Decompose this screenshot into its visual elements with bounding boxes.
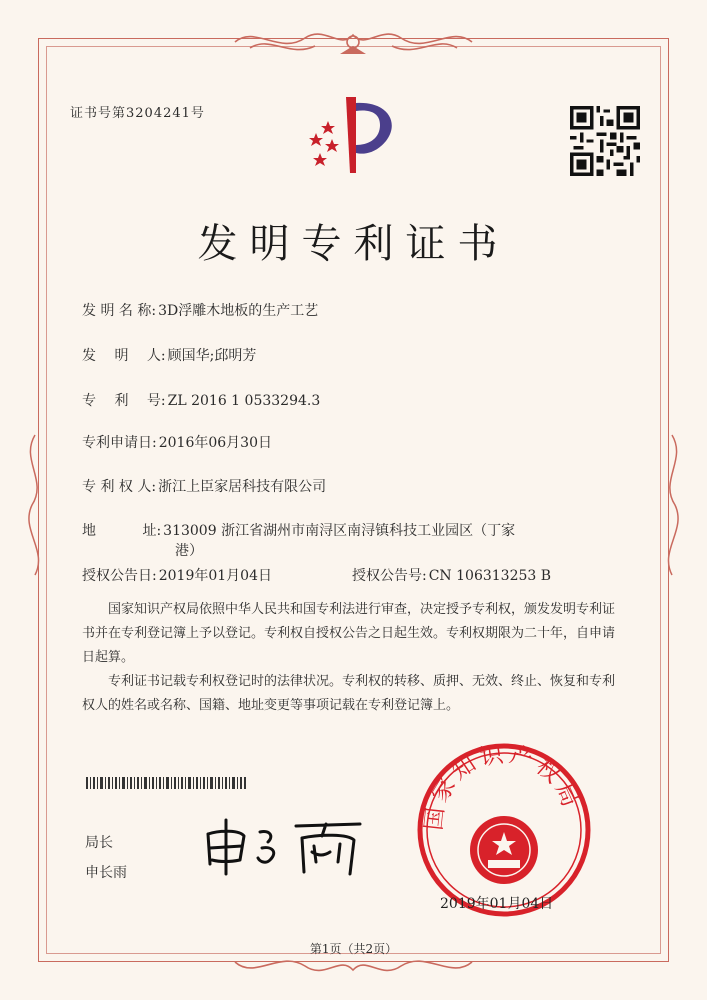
seal-date: 2019年01月04日 [440, 896, 554, 912]
address-row [82, 520, 515, 540]
inventor-label: 发 明 人: [82, 348, 166, 364]
address-continuation: 港） [175, 543, 203, 559]
certificate-number: 证书号第3204241号 [70, 106, 205, 121]
invention-name-label: 发 明 名 称: [82, 303, 157, 319]
address-value: 313009 浙江省湖州市南浔区南浔镇科技工业园区（丁家 [163, 523, 516, 539]
grant-number-value: CN 106313253 B [428, 568, 552, 584]
inventor-row [82, 345, 256, 365]
barcode-icon [86, 777, 246, 789]
address-label: 地 址: [82, 523, 162, 539]
left-ornament-icon [20, 430, 50, 580]
qr-code-icon [570, 106, 640, 176]
application-date-row [82, 432, 272, 452]
patentee-label: 专 利 权 人: [82, 479, 157, 495]
grant-date-value: 2019年01月04日 [158, 568, 272, 584]
page-title: 发明专利证书 [197, 221, 510, 267]
top-ornament-icon [230, 20, 477, 60]
right-ornament-icon [657, 430, 687, 580]
patentee-row [82, 476, 326, 496]
signature-icon [200, 812, 370, 882]
cnipa-logo-icon [298, 95, 408, 175]
application-date-label: 专利申请日: [82, 435, 157, 451]
grant-number-row [352, 565, 551, 585]
seal-text: 国家知识产权局 [421, 741, 585, 832]
invention-name-value: 3D浮雕木地板的生产工艺 [158, 303, 319, 319]
page-footer: 第1页（共2页） [309, 942, 398, 956]
statement-paragraph-1: 国家知识产权局依照中华人民共和国专利法进行审查，决定授予专利权，颁发发明专利证书并在专利登记簿上予以登记。专利权自授权公告之日起生效。专利权期限为二十年，自申请日起算。 [82, 602, 616, 665]
chief-title: 局长 [85, 835, 113, 851]
grant-date-row [82, 565, 272, 585]
application-date-value: 2016年06月30日 [158, 435, 272, 451]
patent-number-row [82, 390, 320, 410]
grant-date-label: 授权公告日: [82, 568, 157, 584]
chief-name: 申长雨 [85, 865, 127, 881]
inventor-value: 顾国华;邱明芳 [167, 348, 257, 364]
patent-number-label: 专 利 号: [82, 393, 166, 409]
patentee-value: 浙江上臣家居科技有限公司 [158, 479, 327, 495]
grant-number-label: 授权公告号: [352, 568, 427, 584]
patent-number-value: ZL 2016 1 0533294.3 [167, 393, 321, 409]
statement-paragraph-2: 专利证书记载专利权登记时的法律状况。专利权的转移、质押、无效、终止、恢复和专利权人的姓名或名称、国籍、地址变更等事项记载在专利登记簿上。 [82, 674, 616, 713]
invention-name-row [82, 300, 318, 320]
